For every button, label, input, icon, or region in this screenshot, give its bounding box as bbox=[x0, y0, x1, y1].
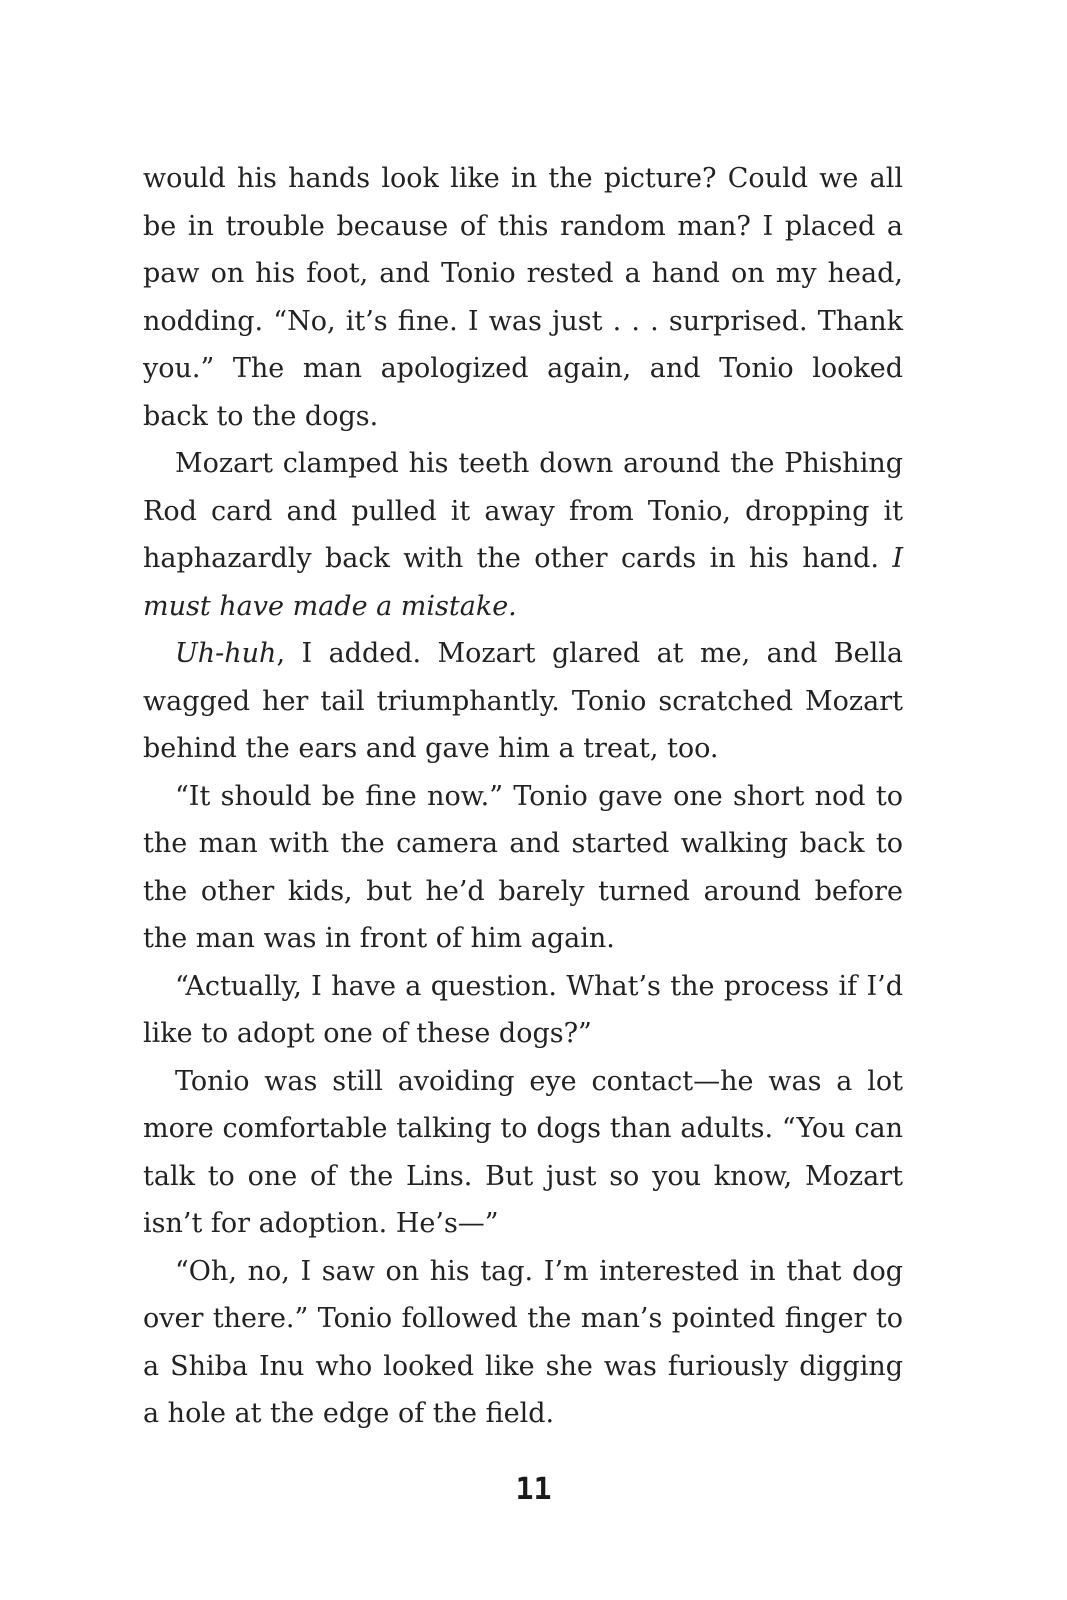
paragraph-7 bbox=[143, 1248, 903, 1438]
paragraph-3 bbox=[143, 630, 903, 773]
paragraph-4 bbox=[143, 773, 903, 963]
paragraph-2 bbox=[143, 440, 903, 630]
paragraph-7-text: “Oh, no, I saw on his tag. I’m interested in that dog over there.” Tonio followed the man’s pointed finger to a Shiba Inu who looked like she was furiously digging a hole at the edge of the field. bbox=[143, 1255, 903, 1429]
paragraph-6-text: Tonio was still avoiding eye contact—he was a lot more comfortable talking to dogs than adults. “You can talk to one of the Lins. But just so you know, Mozart isn’t for adoption. He’s—” bbox=[143, 1065, 903, 1239]
paragraph-4-text: “It should be fine now.” Tonio gave one short nod to the man with the camera and started walking back to the other kids, but he’d barely turned around before the man was in front of him again. bbox=[143, 780, 903, 954]
body-text bbox=[143, 155, 903, 1438]
paragraph-2-text: Mozart clamped his teeth down around the Phishing Rod card and pulled it away from Tonio, dropping it haphazardly back with the other cards in his hand. bbox=[143, 448, 903, 574]
paragraph-1 bbox=[143, 155, 903, 440]
paragraph-5-text: “Actually, I have a question. What’s the process if I’d like to adopt one of these dogs?” bbox=[143, 970, 903, 1049]
paragraph-3-text: , I added. Mozart glared at me, and Bella wagged her tail triumphantly. Tonio scratched Mozart behind the ears and gave him a treat, too. bbox=[143, 638, 903, 764]
page-number: 11 bbox=[515, 1472, 552, 1507]
paragraph-1-text: would his hands look like in the picture? Could we all be in trouble because of this random man? I placed a paw on his foot, and Tonio rested a hand on my head, nodding. “No, it’s fine. I was just . . . surprised. Thank you.” The man apologized again, and Tonio looked back to the dogs. bbox=[143, 163, 903, 432]
paragraph-5 bbox=[143, 963, 903, 1058]
paragraph-2-italic-text: I must have made a mistake. bbox=[143, 543, 903, 622]
paragraph-6 bbox=[143, 1058, 903, 1248]
paragraph-3-italic-text: Uh-huh bbox=[175, 638, 277, 669]
